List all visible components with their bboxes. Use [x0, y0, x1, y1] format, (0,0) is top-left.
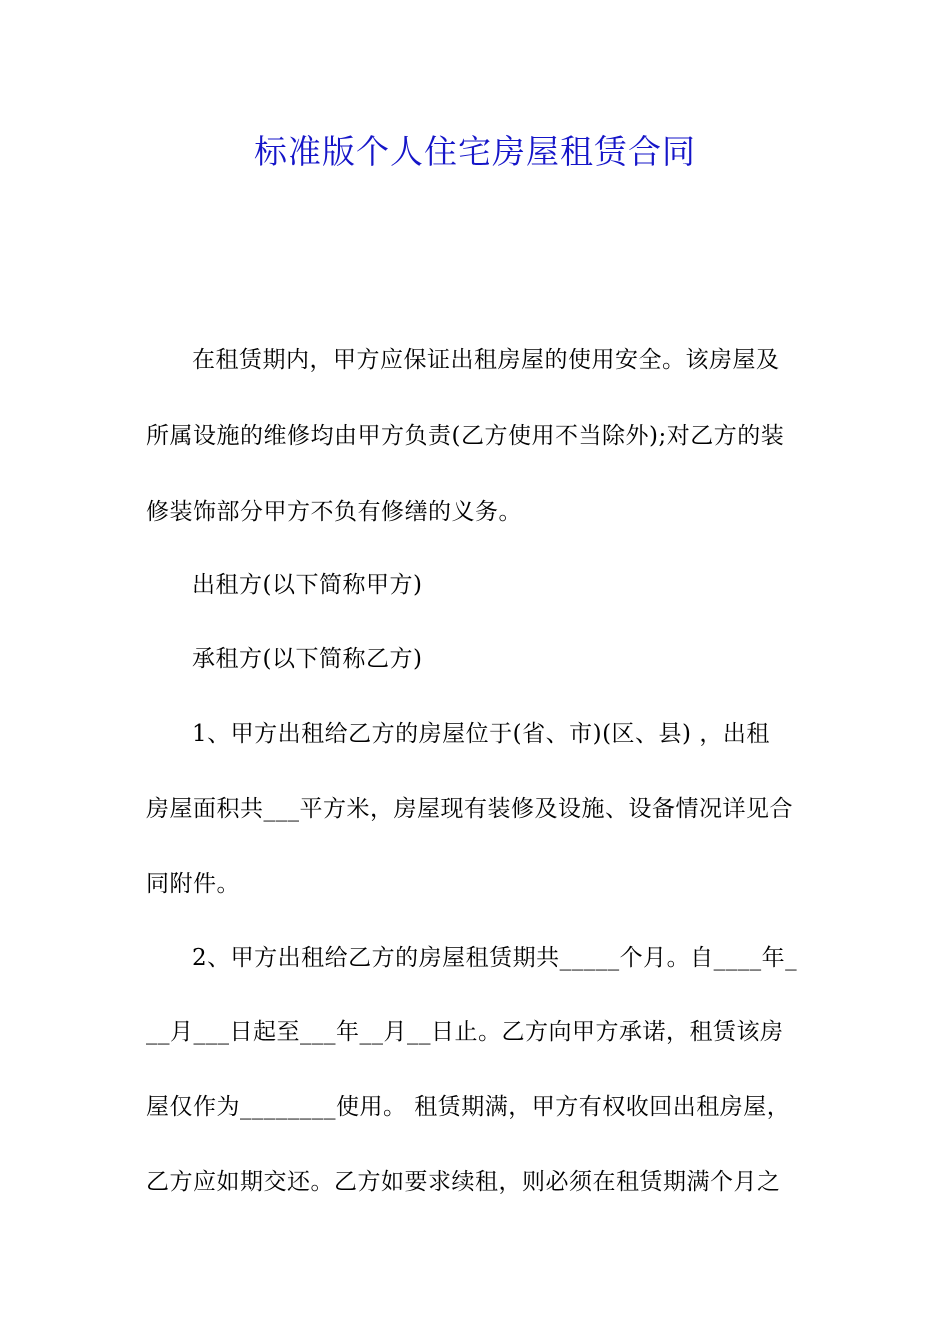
paragraph-line: 同附件。	[146, 871, 240, 897]
document-title: 标准版个人住宅房屋租赁合同	[254, 132, 696, 171]
paragraph-line: 所属设施的维修均由甲方负责(乙方使用不当除外);对乙方的装	[146, 423, 785, 449]
paragraph-line: 屋仅作为________使用。 租赁期满，甲方有权收回出租房屋，	[146, 1094, 791, 1120]
paragraph-line: 房屋面积共___平方米，房屋现有装修及设施、设备情况详见合	[146, 796, 793, 822]
paragraph-line: 2、甲方出租给乙方的房屋租赁期共_____个月。自____年_	[192, 945, 798, 971]
paragraph-line: 出租方(以下简称甲方)	[192, 572, 423, 598]
paragraph-line: 修装饰部分甲方不负有修缮的义务。	[146, 499, 522, 525]
paragraph-line: __月___日起至___年__月__日止。乙方向甲方承诺，租赁该房	[146, 1019, 784, 1045]
paragraph-line: 承租方(以下简称乙方)	[192, 646, 423, 672]
paragraph-line: 在租赁期内，甲方应保证出租房屋的使用安全。该房屋及	[192, 347, 780, 373]
paragraph-line: 1、甲方出租给乙方的房屋位于(省、市)(区、县) ，出租	[192, 721, 770, 747]
paragraph-line: 乙方应如期交还。乙方如要求续租，则必须在租赁期满个月之	[146, 1169, 781, 1195]
